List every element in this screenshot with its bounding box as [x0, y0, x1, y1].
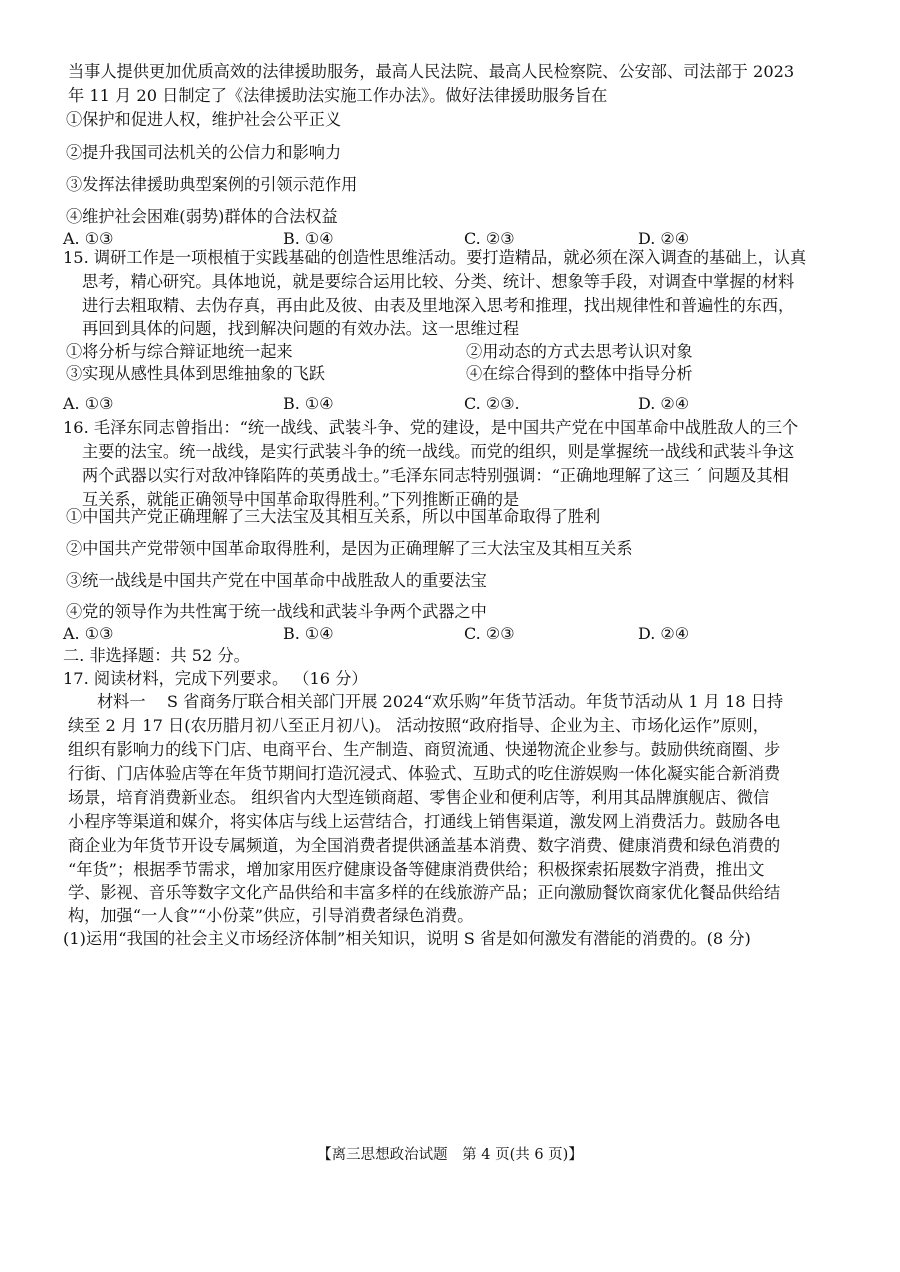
q14-option-a: A. ①③: [63, 229, 114, 248]
q15-item-4: ④在综合得到的整体中指导分析: [466, 364, 693, 383]
q17-material-line-9: 学、影视、音乐等数字文化产品供给和丰富多样的在线旅游产品；正向激励餐饮商家优化餐品供给结: [68, 883, 781, 902]
section-heading-nonchoice: 二. 非选择题：共 52 分。: [63, 646, 250, 665]
q17-material-line-1: 材料一 S 省商务厅联合相关部门开展 2024“欢乐购”年货节活动。年货节活动从 1 月 18 日持: [97, 692, 784, 711]
q15-item-1: ①将分析与综合辩证地统一起来: [66, 342, 293, 361]
q17-material-line-5: 场景，培育消费新业态。 组织省内大型连锁商超、零售企业和便利店等，利用其品牌旗舰店、微信: [68, 788, 770, 807]
q15-stem-line-3: 进行去粗取精、去伪存真，再由此及彼、由表及里地深入思考和推理，找出规律性和普遍性的东西，: [82, 296, 795, 315]
q14-item-2: ②提升我国司法机关的公信力和影响力: [66, 143, 342, 162]
q15-item-3: ③实现从感性具体到思维抽象的飞跃: [66, 364, 325, 383]
q16-stem-line-3: 两个武器以实行对敌冲锋陷阵的英勇战士。”毛泽东同志特别强调：“正确地理解了这三 ´ 问题及其相: [82, 466, 789, 485]
q17-material-line-7: 商企业为年货节开设专属频道，为全国消费者提供涵盖基本消费、数字消费、健康消费和绿色消费的: [68, 836, 781, 855]
q16-option-a: A. ①③: [63, 624, 114, 643]
q16-option-b: B. ①④: [283, 624, 334, 643]
q15-stem-line-1: 15. 调研工作是一项根植于实践基础的创造性思维活动。要打造精品，就必须在深入调查的基础上，认真: [63, 248, 807, 267]
q15-option-c: C. ②③.: [464, 394, 520, 413]
q16-options: [63, 624, 843, 646]
q14-option-d: D. ②④: [638, 229, 690, 248]
q16-stem-line-4: 互关系，就能正确领导中国革命取得胜利。”下列推断正确的是: [82, 490, 520, 509]
q17-material-line-6: 小程序等渠道和媒介，将实体店与线上运营结合，打通线上销售渠道，激发网上消费活力。鼓励各电: [68, 812, 781, 831]
q16-item-4: ④党的领导作为共性寓于统一战线和武装斗争两个武器之中: [66, 602, 487, 621]
q16-stem-line-1: 16. 毛泽东同志曾指出：“统一战线、武装斗争、党的建设，是中国共产党在中国革命中战胜敌人的三个: [63, 418, 799, 437]
q15-item-2: ②用动态的方式去思考认识对象: [466, 342, 693, 361]
q14-option-b: B. ①④: [283, 229, 334, 248]
q17-material-line-2: 续至 2 月 17 日(农历腊月初八至正月初八)。 活动按照“政府指导、企业为主、市场化运作”原则，: [68, 716, 769, 735]
q17-material-line-4: 行街、门店体验店等在年货节期间打造沉浸式、体验式、互助式的吃住游娱购一体化凝实能合新消费: [68, 764, 781, 783]
q15-stem-line-4: 再回到具体的问题，找到解决问题的有效办法。这一思维过程: [82, 319, 520, 338]
q14-stem-line-1: 当事人提供更加优质高效的法律援助服务，最高人民法院、最高人民检察院、公安部、司法部于 2023: [68, 62, 795, 81]
q17-material-line-10: 构，加强“一人食”“小份菜”供应，引导消费者绿色消费。: [68, 906, 474, 925]
q17-material-line-3: 组织有影响力的线下门店、电商平台、生产制造、商贸流通、快递物流企业参与。鼓励供统商圈、步: [68, 740, 781, 759]
q17-subquestion-1: (1)运用“我国的社会主义市场经济体制”相关知识，说明 S 省是如何激发有潜能的消费的。(8 分): [63, 929, 751, 948]
q14-stem-line-2: 年 11 月 20 日制定了《法律援助法实施工作办法》。做好法律援助服务旨在: [68, 86, 608, 105]
q14-item-3: ③发挥法律援助典型案例的引领示范作用: [66, 175, 358, 194]
q16-stem-line-2: 主要的法宝。统一战线，是实行武装斗争的统一战线。而党的组织，则是掌握统一战线和武装斗争这: [82, 442, 795, 461]
q15-option-a: A. ①③: [63, 394, 114, 413]
q14-option-c: C. ②③: [464, 229, 515, 248]
q16-option-c: C. ②③: [464, 624, 515, 643]
page-footer: 【离三思想政治试题 第 4 页(共 6 页)】: [317, 1147, 583, 1163]
q14-item-1: ①保护和促进人权，维护社会公平正义: [66, 110, 342, 129]
q16-item-2: ②中国共产党带领中国革命取得胜利，是因为正确理解了三大法宝及其相互关系: [66, 539, 633, 558]
q15-options: [63, 394, 843, 416]
q15-stem-line-2: 思考，精心研究。具体地说，就是要综合运用比较、分类、统计、想象等手段，对调查中掌握的材料: [82, 272, 795, 291]
q16-option-d: D. ②④: [638, 624, 690, 643]
q17-title: 17. 阅读材料，完成下列要求。 （16 分）: [63, 669, 368, 688]
q15-option-d: D. ②④: [638, 394, 690, 413]
q14-item-4: ④维护社会困难(弱势)群体的合法权益: [66, 207, 338, 226]
q16-item-1: ①中国共产党正确理解了三大法宝及其相互关系，所以中国革命取得了胜利: [66, 507, 601, 526]
q17-material-line-8: “年货”；根据季节需求，增加家用医疗健康设备等健康消费供给；积极探索拓展数字消费，推出文: [68, 860, 765, 879]
q16-item-3: ③统一战线是中国共产党在中国革命中战胜敌人的重要法宝: [66, 571, 487, 590]
q15-option-b: B. ①④: [283, 394, 334, 413]
